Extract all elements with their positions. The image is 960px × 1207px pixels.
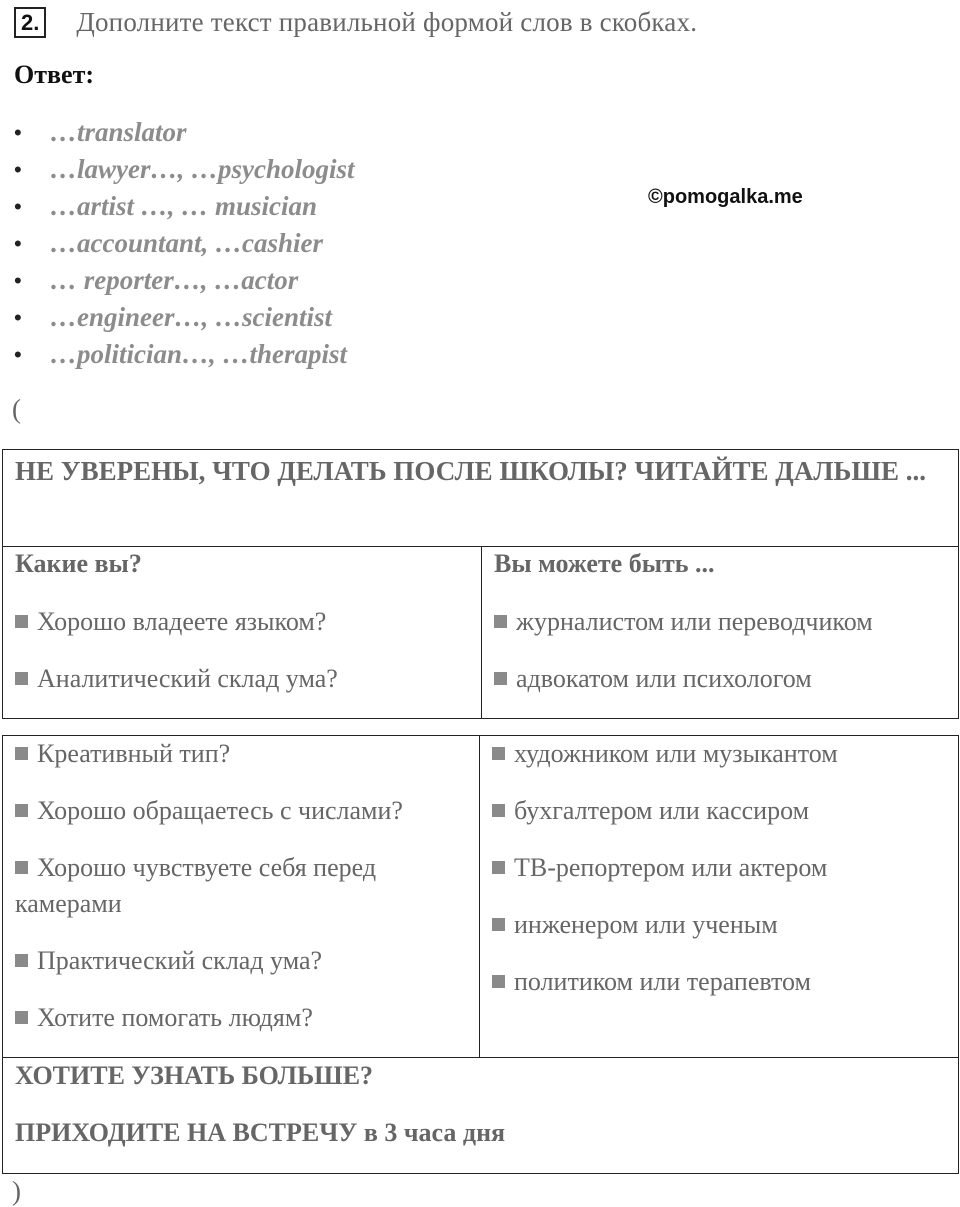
bullet-icon: • [14, 230, 22, 256]
right-column [482, 547, 959, 719]
answer-text: …accountant, …cashier [50, 228, 324, 258]
list-item: инженером или ученым [492, 907, 946, 943]
square-bullet-icon [492, 804, 505, 817]
list-item [14, 151, 355, 188]
square-bullet-icon [492, 747, 505, 760]
list-item: политиком или терапевтом [492, 964, 946, 1000]
list-item: Креативный тип? [15, 736, 467, 772]
square-bullet-icon [494, 672, 507, 685]
list-item: ТВ-репортером или актером [492, 850, 946, 886]
square-bullet-icon [15, 954, 28, 967]
square-bullet-icon [15, 615, 28, 628]
list-item [14, 336, 355, 373]
task-instruction: Дополните текст правильной формой слов в скобках. [76, 6, 698, 37]
left-column [3, 736, 480, 1058]
list-item: бухгалтером или кассиром [492, 793, 946, 829]
list-item: Хотите помогать людям? [15, 1000, 467, 1036]
task-number: 2. [14, 7, 46, 38]
left-title: Какие вы? [15, 549, 142, 578]
square-bullet-icon [492, 975, 505, 988]
answer-text: …lawyer…, …psychologist [50, 154, 355, 184]
square-bullet-icon [15, 1011, 28, 1024]
task-heading [14, 2, 697, 42]
list-item: адвокатом или психологом [494, 661, 946, 697]
list-item: Хорошо чувствуете себя перед камерами [15, 853, 377, 918]
table-footer [3, 1058, 959, 1174]
list-item [14, 225, 355, 262]
bullet-icon: • [14, 341, 22, 367]
bullet-icon: • [14, 267, 22, 293]
answer-text: … reporter…, …actor [50, 265, 299, 295]
footer-line-1: ХОТИТЕ УЗНАТЬ БОЛЬШЕ? [15, 1061, 374, 1090]
bullet-icon: • [14, 156, 22, 182]
table-header: НЕ УВЕРЕНЫ, ЧТО ДЕЛАТЬ ПОСЛЕ ШКОЛЫ? ЧИТАЙТЕ ДАЛЬШЕ ... [3, 450, 959, 547]
square-bullet-icon [15, 861, 28, 874]
list-item: Хорошо обращаетесь с числами? [15, 793, 467, 829]
list-item: Аналитический склад ума? [15, 661, 469, 697]
answer-text: …artist …, … musician [50, 191, 318, 221]
answer-label: Ответ: [14, 60, 95, 89]
open-parenthesis: ( [12, 394, 21, 424]
left-column [3, 547, 482, 719]
list-item: журналистом или переводчиком [494, 604, 946, 640]
right-title: Вы можете быть ... [494, 549, 715, 578]
square-bullet-icon [15, 747, 28, 760]
answer-text: …politician…, …therapist [50, 339, 348, 369]
square-bullet-icon [494, 615, 507, 628]
square-bullet-icon [492, 861, 505, 874]
close-parenthesis: ) [12, 1176, 21, 1206]
answer-list [14, 114, 355, 373]
watermark: ©pomogalka.me [648, 186, 803, 208]
bullet-icon: • [14, 304, 22, 330]
bullet-icon: • [14, 119, 22, 145]
career-table-bottom [2, 735, 959, 1174]
right-column [480, 736, 959, 1058]
list-item [14, 262, 355, 299]
career-table-top [2, 449, 959, 719]
list-item: Хорошо владеете языком? [15, 604, 469, 640]
square-bullet-icon [15, 804, 28, 817]
footer-line-2: ПРИХОДИТЕ НА ВСТРЕЧУ в 3 часа дня [15, 1118, 506, 1147]
square-bullet-icon [15, 672, 28, 685]
list-item [14, 114, 355, 151]
answer-text: …engineer…, …scientist [50, 302, 332, 332]
bullet-icon: • [14, 193, 22, 219]
list-item [14, 299, 355, 336]
list-item [14, 188, 355, 225]
answer-text: …translator [50, 117, 187, 147]
list-item: художником или музыкантом [492, 736, 946, 772]
list-item: Практический склад ума? [15, 943, 467, 979]
square-bullet-icon [492, 918, 505, 931]
